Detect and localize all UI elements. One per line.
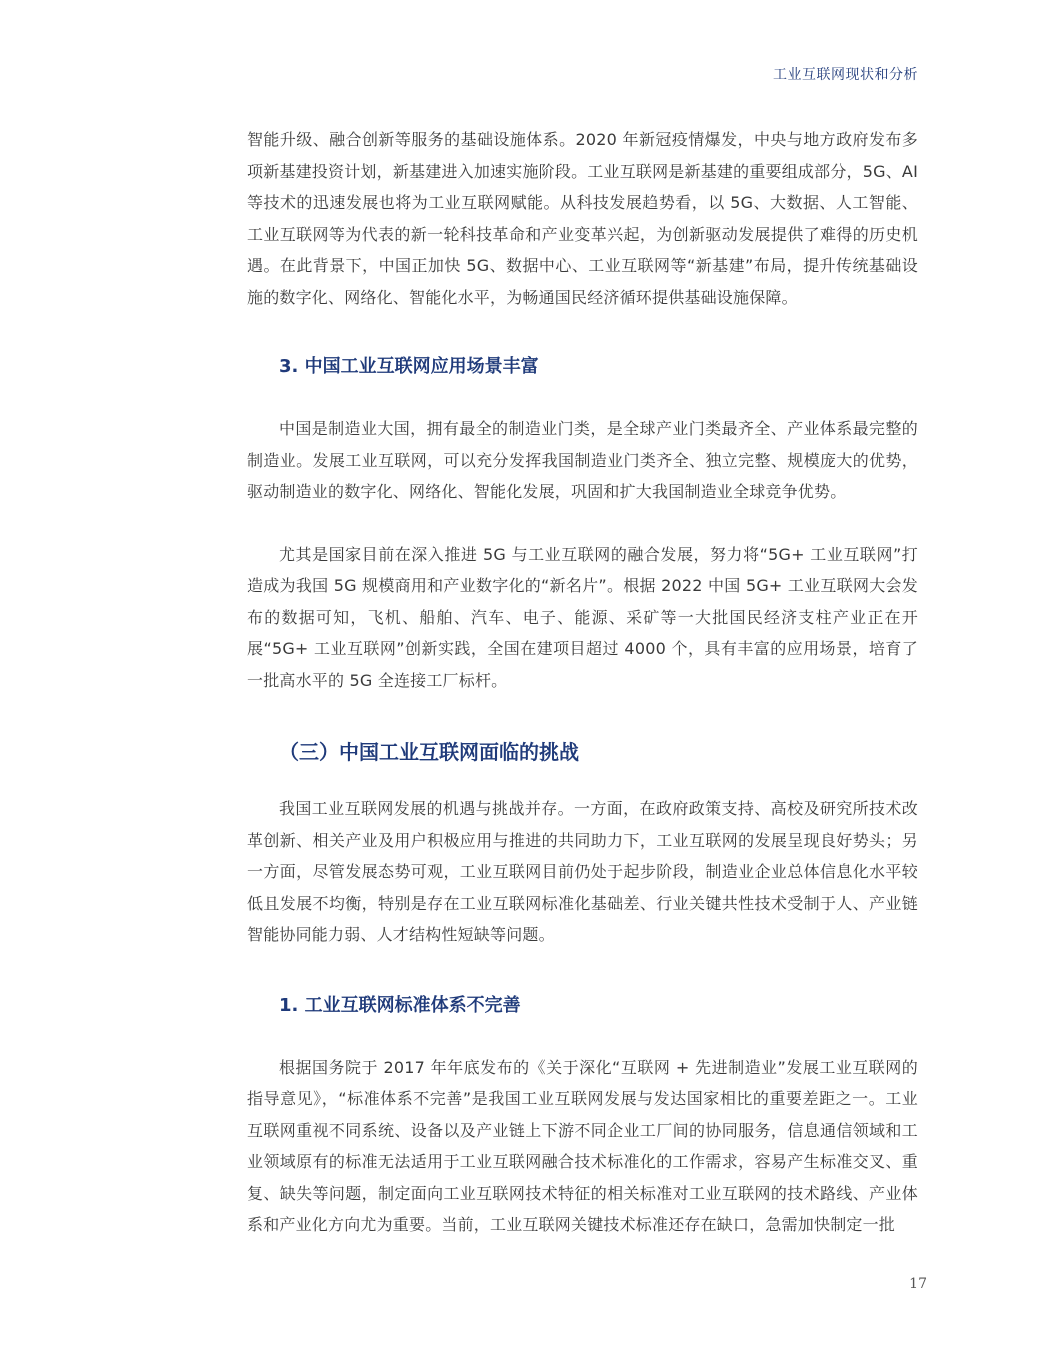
paragraph-5g-integration: 尤其是国家目前在深入推进 5G 与工业互联网的融合发展，努力将“5G+ 工业互联网”打造成为我国 5G 规模商用和产业数字化的“新名片”。根据 2022 中国 5G+ 工业互联网大会发布的数据可知，飞机、船舶、汽车、电子、能源、采矿等一大批国民经济支柱产业正在开展“5G+ 工业互联网”创新实践，全国在建项目超过 4000 个，具有丰富的应用场景，培育了一批高水平的 5G 全连接工厂标杆。	[247, 544, 918, 690]
page-number: 17	[909, 1276, 927, 1292]
subheading-application-scenarios: 3. 中国工业互联网应用场景丰富	[279, 356, 539, 377]
paragraph-manufacturing-power: 中国是制造业大国，拥有最全的制造业门类，是全球产业门类最齐全、产业体系最完整的制造业。发展工业互联网，可以充分发挥我国制造业门类齐全、独立完整、规模庞大的优势，驱动制造业的数字化、网络化、智能化发展，巩固和扩大我国制造业全球竞争优势。	[247, 419, 918, 501]
paragraph-challenges: 我国工业互联网发展的机遇与挑战并存。一方面，在政府政策支持、高校及研究所技术改革创新、相关产业及用户积极应用与推进的共同助力下，工业互联网的发展呈现良好势头；另一方面，尽管发展态势可观，工业互联网目前仍处于起步阶段，制造业企业总体信息化水平较低且发展不均衡，特别是存在工业互联网标准化基础差、行业关键共性技术受制于人、产业链智能协同能力弱、人才结构性短缺等问题。	[247, 799, 918, 944]
paragraph-standards: 根据国务院于 2017 年年底发布的《关于深化“互联网 + 先进制造业”发展工业互联网的指导意见》，“标准体系不完善”是我国工业互联网发展与发达国家相比的重要差距之一。工业互联网重视不同系统、设备以及产业链上下游不同企业工厂间的协同服务，信息通信领域和工业领域原有的标准无法适用于工业互联网融合技术标准化的工作需求，容易产生标准交叉、重复、缺失等问题，制定面向工业互联网技术特征的相关标准对工业互联网的技术路线、产业体系和产业化方向尤为重要。当前，工业互联网关键技术标准还存在缺口，急需加快制定一批	[247, 1057, 918, 1234]
document-body	[247, 124, 918, 1241]
section-heading-challenges: （三）中国工业互联网面临的挑战	[279, 740, 579, 764]
subheading-standards: 1. 工业互联网标准体系不完善	[279, 994, 521, 1016]
paragraph-intro: 智能升级、融合创新等服务的基础设施体系。2020 年新冠疫情爆发，中央与地方政府发布多项新基建投资计划，新基建进入加速实施阶段。工业互联网是新基建的重要组成部分，5G、AI 等技术的迅速发展也将为工业互联网赋能。从科技发展趋势看，以 5G、大数据、人工智能、工业互联网等为代表的新一轮科技革命和产业变革兴起，为创新驱动发展提供了难得的历史机遇。在此背景下，中国正加快 5G、数据中心、工业互联网等“新基建”布局，提升传统基础设施的数字化、网络化、智能化水平，为畅通国民经济循环提供基础设施保障。	[247, 130, 918, 307]
running-header-title: 工业互联网现状和分析	[773, 67, 918, 83]
